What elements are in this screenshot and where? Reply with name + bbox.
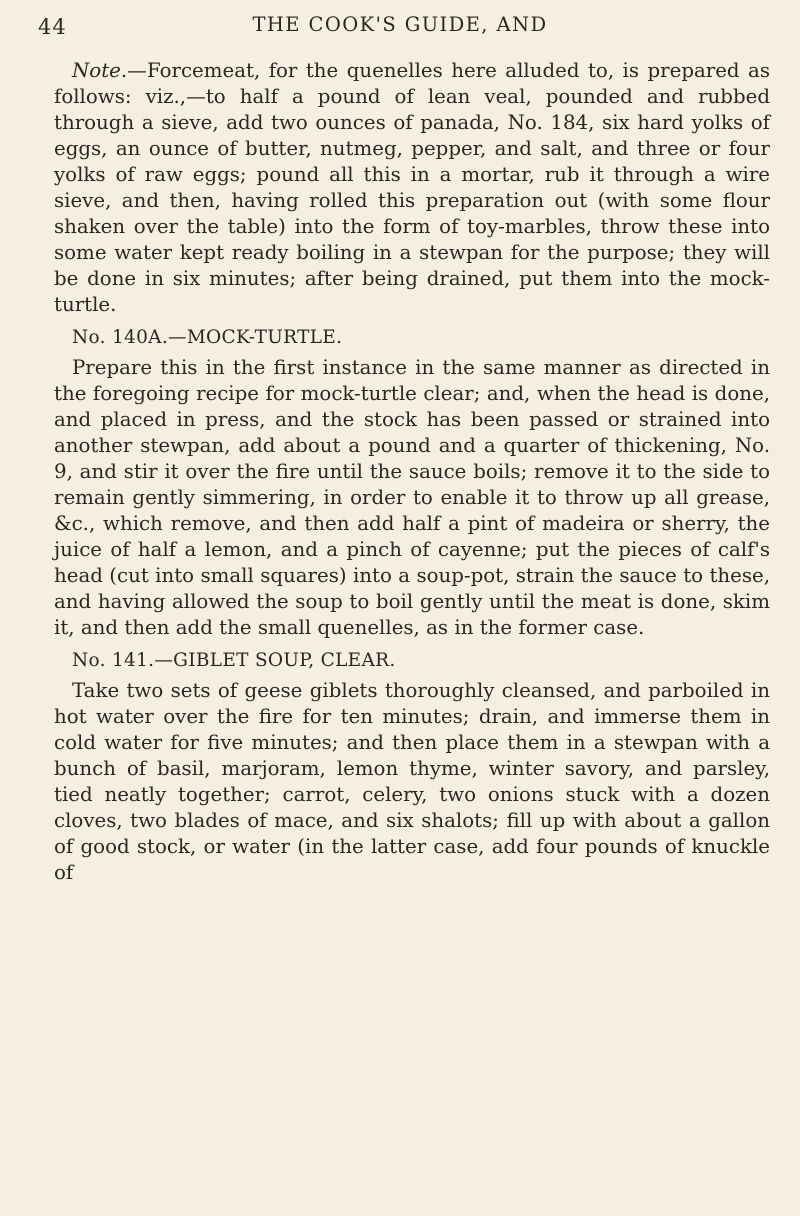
recipe-heading-mock-turtle: No. 140A.—MOCK-TURTLE. xyxy=(72,327,343,348)
page-number: 44 xyxy=(38,15,67,39)
recipe-text-mock-turtle: Prepare this in the first instance in the same manner as directed in the foregoing recipe for mock-turtle clear; and, when the head is done, and placed in press, and the stock has been passed or strained into another stewpan, add about a pound and a quarter of thickening, No. 9, and stir it over the fire until the sauce boils; remove it to the side to remain gently simmering, in order to enable it to throw up all grease, &c., which remove, and then add half a pint of madeira or sherry, the juice of half a lemon, and a pinch of cayenne; put the pieces of calf's head (cut into small squares) into a soup-pot, strain the sauce to these, and having allowed the soup to boil gently until the meat is done, skim it, and then add the small quenelles, as in the former case. xyxy=(54,356,770,639)
note-text: —Forcemeat, for the quenelles here alluded to, is prepared as follows: viz.,—to half a pound of lean veal, pounded and rubbed through a sieve, add two ounces of panada, No. 184, six hard yolks of eggs, an ounce of butter, nutmeg, pepper, and salt, and three or four yolks of raw eggs; pound all this in a mortar, rub it through a wire sieve, and then, having rolled this preparation out (with some flour shaken over the table) into the form of toy-marbles, throw these into some water kept ready boiling in a stewpan for the purpose; they will be done in six minutes; after being drained, put them into the mock-turtle. xyxy=(54,59,770,316)
note-label: Note. xyxy=(72,59,128,82)
recipe-heading-giblet-soup: No. 141.—GIBLET SOUP, CLEAR. xyxy=(72,650,396,671)
running-title: THE COOK'S GUIDE, AND xyxy=(252,13,548,36)
recipe-text-giblet-soup: Take two sets of geese giblets thoroughly cleansed, and parboiled in hot water over the fire for ten minutes; drain, and immerse them in cold water for five minutes; and then place them in a stewpan with a bunch of basil, marjoram, lemon thyme, winter savory, and parsley, tied neatly together; carrot, celery, two onions stuck with a dozen cloves, two blades of mace, and six shalots; fill up with about a gallon of good stock, or water (in the latter case, add four pounds of knuckle of xyxy=(54,679,770,884)
note-paragraph xyxy=(54,58,770,318)
page-body xyxy=(54,58,770,886)
page-header xyxy=(0,13,800,45)
